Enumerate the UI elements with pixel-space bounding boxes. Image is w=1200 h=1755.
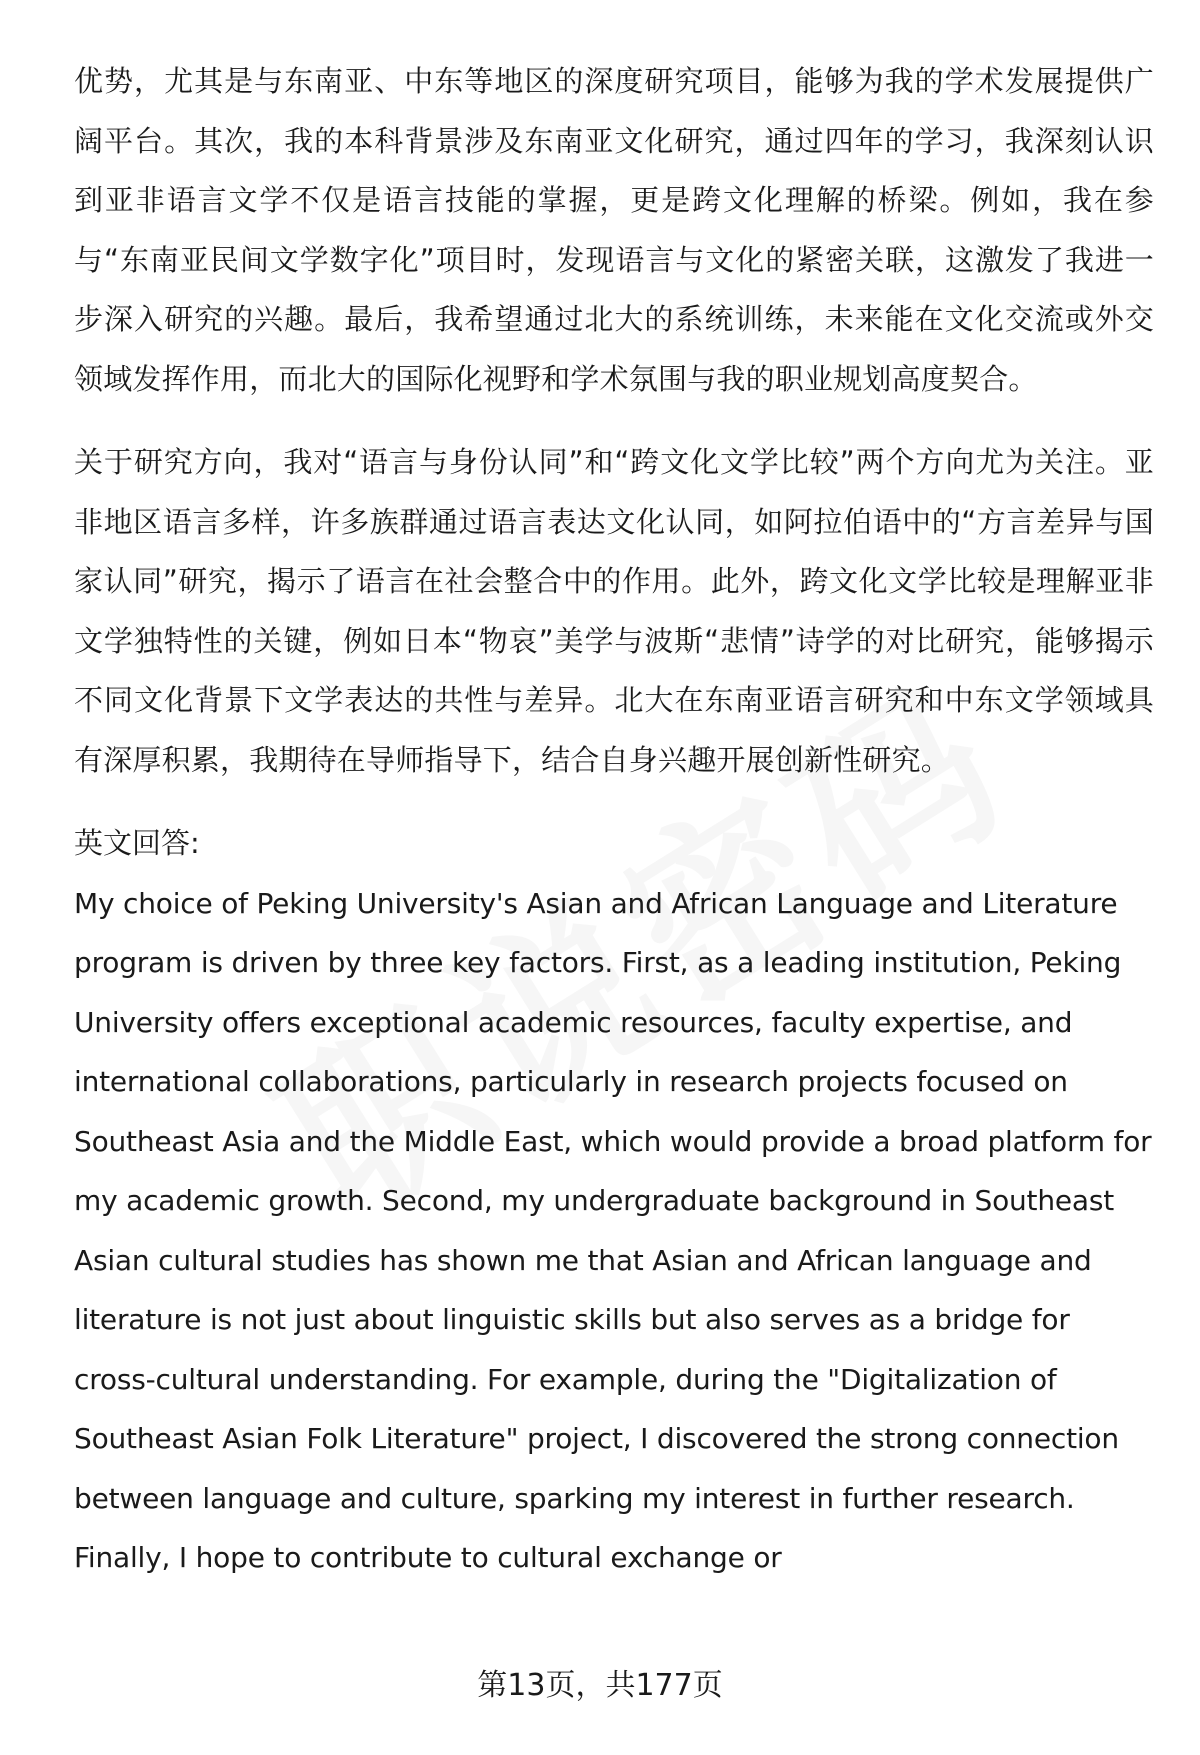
- chinese-paragraph-2: 关于研究方向，我对“语言与身份认同”和“跨文化文学比较”两个方向尤为关注。亚非地区语言多样，许多族群通过语言表达文化认同，如阿拉伯语中的“方言差异与国家认同”研究，揭示了语言在社会整合中的作用。此外，跨文化文学比较是理解亚非文学独特性的关键，例如日本“物哀”美学与波斯“悲情”诗学的对比研究，能够揭示不同文化背景下文学表达的共性与差异。北大在东南亚语言研究和中东文学领域具有深厚积累，我期待在导师指导下，结合自身兴趣开展创新性研究。: [74, 445, 1154, 777]
- english-answer-paragraph: My choice of Peking University's Asian and African Language and Literature program is driven by three key factors. First, as a leading institution, Peking University offers exceptional academic resources, faculty expertise, and international collaborations, particularly in research projects focused on Southeast Asia and the Middle East, which would provide a broad platform for my academic growth. Second, my undergraduate background in Southeast Asian cultural studies has shown me that Asian and African language and literature is not just about linguistic skills but also serves as a bridge for cross-cultural understanding. For example, during the "Digitalization of Southeast Asian Folk Literature" project, I discovered the strong connection between language and culture, sparking my interest in further research. Finally, I hope to contribute to cultural exchange or: [74, 886, 1152, 1574]
- chinese-paragraph-1: 优势，尤其是与东南亚、中东等地区的深度研究项目，能够为我的学术发展提供广阔平台。其次，我的本科背景涉及东南亚文化研究，通过四年的学习，我深刻认识到亚非语言文学不仅是语言技能的掌握，更是跨文化理解的桥梁。例如，我在参与“东南亚民间文学数字化”项目时，发现语言与文化的紧密关联，这激发了我进一步深入研究的兴趣。最后，我希望通过北大的系统训练，未来能在文化交流或外交领域发挥作用，而北大的国际化视野和学术氛围与我的职业规划高度契合。: [74, 64, 1154, 396]
- document-page: [74, 52, 1154, 1588]
- page-footer: 第13页，共177页: [477, 1668, 723, 1703]
- english-answer-label: 英文回答:: [74, 826, 200, 860]
